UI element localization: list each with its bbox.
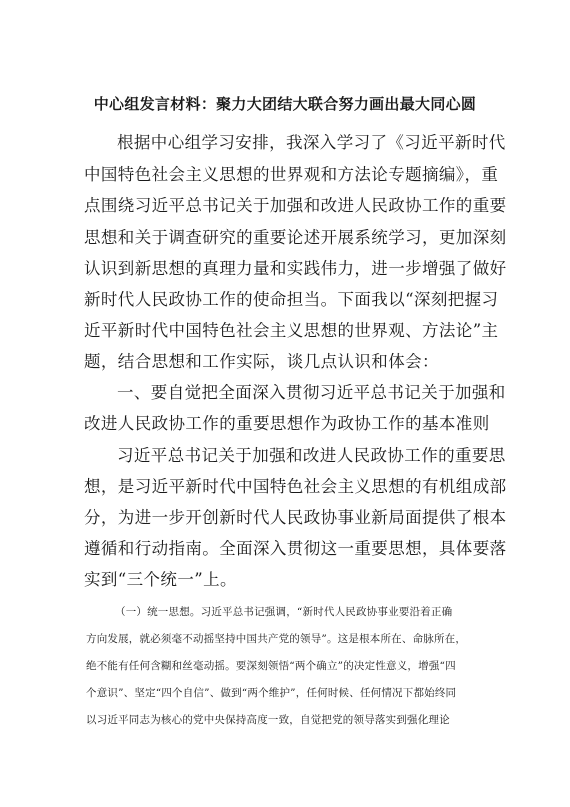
section-heading-line: 一、要自觉把全面深入贯彻习近平总书记关于加强和 <box>117 383 506 402</box>
body-line: 习近平总书记关于加强和改进人民政协工作的重要思 <box>117 446 506 465</box>
body-line: 题，结合思想和工作实际，谈几点认识和体会： <box>84 352 439 371</box>
body-line: 根据中心组学习安排，我深入学习了《习近平新时代 <box>117 133 506 152</box>
body-line: 遵循和行动指南。全面深入贯彻这一重要思想，具体要落 <box>84 539 507 558</box>
small-body-line: （一）统一思想。习近平总书记强调，“新时代人民政协事业要沿着正确 <box>115 606 453 618</box>
body-line: 新时代人民政协工作的使命担当。下面我以“深刻把握习 <box>84 290 499 309</box>
small-body-line: 个意识”、坚定“四个自信”、做到“两个维护”，任何时候、任何情况下都始终同 <box>86 687 457 699</box>
body-line: 近平新时代中国特色社会主义思想的世界观、方法论”主 <box>84 321 499 340</box>
body-line: 实到“三个统一”上。 <box>84 570 237 589</box>
small-body-line: 以习近平同志为核心的党中央保持高度一致，自觉把党的领导落实到强化理论 <box>86 714 450 726</box>
section-heading-line: 改进人民政协工作的重要思想作为政协工作的基本准则 <box>84 414 490 433</box>
body-line: 中国特色社会主义思想的世界观和方法论专题摘编》，重 <box>84 165 499 184</box>
small-body-line: 绝不能有任何含糊和丝毫动摇。要深刻领悟“两个确立”的决定性意义，增强“四 <box>86 660 456 672</box>
body-line: 分，为进一步开创新时代人民政协事业新局面提供了根本 <box>84 508 507 527</box>
body-line: 认识到新思想的真理力量和实践伟力，进一步增强了做好 <box>84 259 507 278</box>
document-title: 中心组发言材料：聚力大团结大联合努力画出最大同心圆 <box>93 95 477 113</box>
small-body-line: 方向发展，就必须毫不动摇坚持中国共产党的领导”。这是根本所在、命脉所在， <box>86 633 467 645</box>
body-line: 点围绕习近平总书记关于加强和改进人民政协工作的重要 <box>84 196 507 215</box>
body-line: 想，是习近平新时代中国特色社会主义思想的有机组成部 <box>84 477 507 496</box>
body-line: 思想和关于调查研究的重要论述开展系统学习，更加深刻 <box>84 228 507 247</box>
